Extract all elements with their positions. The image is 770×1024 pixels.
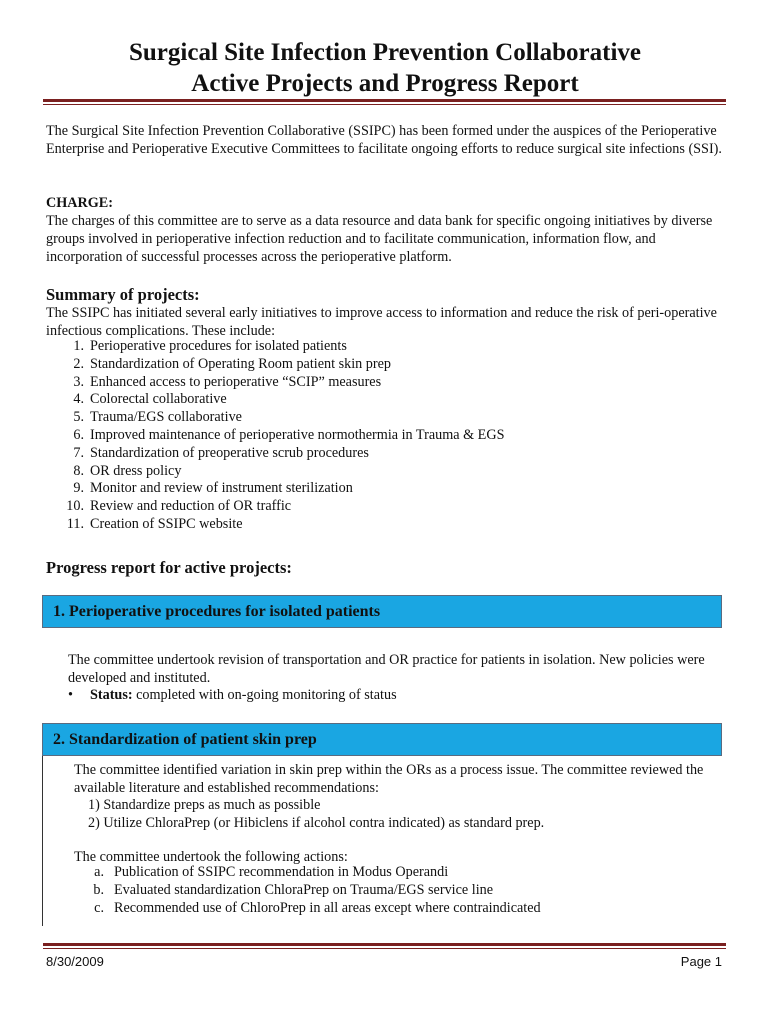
status-label: Status:: [90, 687, 133, 703]
title-rule-thin: [43, 104, 726, 105]
summary-paragraph: The SSIPC has initiated several early initiatives to improve access to information and reduce the risk of peri-operative infectious complications. These include:: [46, 305, 717, 339]
actions-intro: The committee undertook the following actions:: [74, 849, 348, 865]
list-item: 9. Monitor and review of instrument sterilization: [73, 480, 353, 497]
list-item: 2. Standardization of Operating Room patient skin prep: [73, 355, 392, 372]
section-2-header: 2. Standardization of patient skin prep: [42, 723, 722, 756]
list-item: 11. Creation of SSIPC website: [66, 515, 243, 532]
list-item: 4. Colorectal collaborative: [73, 391, 227, 408]
projects-list: [46, 338, 504, 534]
list-item: 8. OR dress policy: [73, 462, 182, 479]
list-item: 10. Review and reduction of OR traffic: [66, 498, 292, 515]
list-item: 1. Perioperative procedures for isolated patients: [73, 338, 347, 354]
actions-list: [74, 864, 541, 917]
footer-page-number: Page 1: [680, 954, 722, 969]
charge-heading: CHARGE:: [46, 195, 113, 211]
section-1-paragraph: The committee undertook revision of transportation and OR practice for patients in isolation. New policies were developed and instituted.: [68, 652, 705, 686]
list-item: 7. Standardization of preoperative scrub procedures: [73, 444, 369, 461]
list-item: 6. Improved maintenance of perioperative normothermia in Trauma & EGS: [73, 426, 505, 443]
document-title-line2: Active Projects and Progress Report: [191, 70, 579, 97]
list-item: 5. Trauma/EGS collaborative: [73, 409, 242, 426]
section-1-header: 1. Perioperative procedures for isolated patients: [42, 595, 722, 628]
list-item: b. Evaluated standardization ChloraPrep on Trauma/EGS service line: [93, 881, 494, 898]
footer-rule-thick: [43, 943, 726, 946]
section-2-paragraph: The committee identified variation in skin prep within the ORs as a process issue. The committee reviewed the available literature and established recommendations:: [74, 762, 704, 796]
charge-paragraph: The charges of this committee are to serve as a data resource and data bank for specific ongoing initiatives by diverse groups involved in perioperative infection reduction and to facilitate communication, information flow, and incorporation of successful processes across the perioperative platform.: [46, 213, 713, 265]
title-rule-thick: [43, 99, 726, 102]
progress-heading: Progress report for active projects:: [46, 558, 292, 577]
footer-rule-thin: [43, 948, 726, 949]
list-item: 3. Enhanced access to perioperative “SCIP” measures: [73, 373, 382, 390]
footer-date: 8/30/2009: [46, 954, 104, 969]
recommendations-list: [88, 797, 544, 833]
summary-heading: Summary of projects:: [46, 285, 200, 304]
intro-paragraph: The Surgical Site Infection Prevention Collaborative (SSIPC) has been formed under the auspices of the Perioperative Enterprise and Perioperative Executive Committees to facilitate ongoing efforts to reduce surgical site infections (SSI).: [46, 123, 722, 157]
list-item: a. Publication of SSIPC recommendation in Modus Operandi: [94, 864, 449, 880]
section-2-border: [42, 756, 43, 926]
status-text: completed with on-going monitoring of status: [132, 687, 397, 703]
document-title-line1: Surgical Site Infection Prevention Collaborative: [129, 39, 641, 66]
list-item: 1) Standardize preps as much as possible: [88, 797, 321, 813]
bullet-icon: •: [68, 687, 73, 703]
section-1-status: [68, 686, 397, 704]
list-item: 2) Utilize ChloraPrep (or Hibiclens if alcohol contra indicated) as standard prep.: [88, 814, 545, 831]
list-item: c. Recommended use of ChloroPrep in all areas except where contraindicated: [94, 899, 541, 916]
